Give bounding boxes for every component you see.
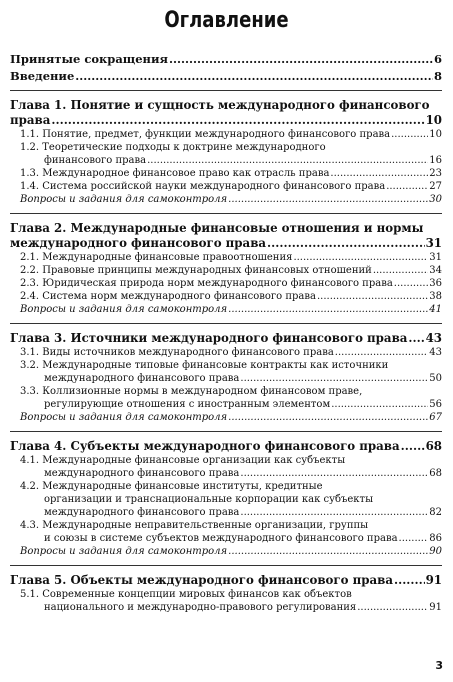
section-text-line[interactable] <box>10 398 442 411</box>
toc-entry-page: 6 <box>433 52 442 66</box>
dot-leader <box>357 601 428 614</box>
divider <box>10 323 442 324</box>
section-entry[interactable] <box>10 180 442 193</box>
toc-entry-page: 30 <box>429 194 442 205</box>
toc-entry-label: 3.1. Виды источников международного финансового права <box>20 347 334 358</box>
toc-entry-page: 43 <box>425 331 442 345</box>
toc-entry-label: Глава 4. Субъекты международного финансового права <box>10 439 400 453</box>
section-text-line[interactable] <box>10 154 442 167</box>
toc-entry-page: 27 <box>429 181 442 192</box>
toc-entry-label: национального и международно-правового регулирования <box>44 602 357 613</box>
section-text-line[interactable] <box>10 372 442 385</box>
chapter-heading[interactable] <box>10 439 442 454</box>
toc-entry-label: Принятые сокращения <box>10 52 168 66</box>
toc-entry-label: Вопросы и задания для самоконтроля <box>20 546 228 557</box>
toc-entry-label: права <box>10 113 51 127</box>
chapter-heading[interactable] <box>10 98 442 128</box>
dot-leader <box>75 69 433 83</box>
toc-entry-page: 10 <box>429 129 442 140</box>
chapter-title-line: Глава 2. Международные финансовые отношения и нормы <box>10 221 424 235</box>
review-questions-entry[interactable] <box>10 545 442 558</box>
front-matter <box>10 52 442 83</box>
section-entry[interactable] <box>10 128 442 141</box>
section-text-line[interactable] <box>10 277 442 290</box>
section-text-line[interactable] <box>10 264 442 277</box>
dot-leader <box>394 573 425 588</box>
section-entry[interactable] <box>10 167 442 180</box>
toc-entry-label: 2.1. Международные финансовые правоотношения <box>20 252 293 263</box>
dot-leader <box>331 398 428 411</box>
toc-entry-page: 16 <box>429 155 442 166</box>
toc-entry-label: Вопросы и задания для самоконтроля <box>20 194 228 205</box>
section-text-line[interactable] <box>10 251 442 264</box>
chapter-title-line[interactable] <box>10 331 442 346</box>
dot-leader <box>228 193 428 206</box>
chapter-title-line[interactable] <box>10 573 442 588</box>
chapter-block <box>10 573 442 614</box>
chapter-title-line[interactable] <box>10 113 442 128</box>
chapter-block <box>10 439 442 558</box>
section-text-line: 5.1. Современные концепции мировых финансов как объектов <box>20 589 352 600</box>
section-text-line[interactable] <box>10 128 442 141</box>
toc-entry-page: 90 <box>429 546 442 557</box>
divider <box>10 90 442 91</box>
toc-entry-label: 1.4. Система российской науки международного финансового права <box>20 181 386 192</box>
dot-leader <box>373 264 428 277</box>
review-questions-entry[interactable] <box>10 411 442 424</box>
toc-entry-label: Глава 5. Объекты международного финансового права <box>10 573 393 587</box>
section-entry[interactable] <box>10 588 442 614</box>
toc-entry-page: 86 <box>429 533 442 544</box>
dot-leader <box>386 180 428 193</box>
section-text-line[interactable] <box>10 545 442 558</box>
dot-leader <box>317 290 428 303</box>
dot-leader <box>330 167 428 180</box>
toc-entry-label: 2.3. Юридическая природа норм международного финансового права <box>20 278 393 289</box>
toc-entry-page: 23 <box>429 168 442 179</box>
chapter-block <box>10 331 442 424</box>
section-text-line: 3.3. Коллизионные нормы в международном финансовом праве, <box>20 386 363 397</box>
toc-entry-abbreviations[interactable] <box>10 52 442 66</box>
toc-entry-label: 1.3. Международное финансовое право как отрасль права <box>20 168 330 179</box>
section-entry[interactable] <box>10 251 442 264</box>
toc-entry-page: 82 <box>429 507 442 518</box>
section-text-line: 1.2. Теоретические подходы к доктрине международного <box>20 142 326 153</box>
section-entry[interactable] <box>10 385 442 411</box>
toc-entry-page: 91 <box>429 602 442 613</box>
chapter-title-line[interactable] <box>10 236 442 251</box>
toc-entry-label: международного финансового права <box>44 373 240 384</box>
toc-entry-page: 91 <box>425 573 442 587</box>
dot-leader <box>51 113 424 128</box>
dot-leader <box>293 251 428 264</box>
toc-entry-introduction[interactable] <box>10 69 442 83</box>
toc-entry-label: и союзы в системе субъектов международного финансового права <box>44 533 398 544</box>
dot-leader <box>228 411 428 424</box>
toc-entry-page: 56 <box>429 399 442 410</box>
section-entry[interactable] <box>10 480 442 519</box>
section-text-line[interactable] <box>10 532 442 545</box>
dot-leader <box>240 372 428 385</box>
toc-entry-page: 41 <box>429 304 442 315</box>
review-questions-entry[interactable] <box>10 193 442 206</box>
toc-entry-label: 2.2. Правовые принципы международных финансовых отношений <box>20 265 372 276</box>
toc-entry-label: международного финансового права <box>44 468 240 479</box>
toc-entry-page: 34 <box>429 265 442 276</box>
toc-entry-page: 31 <box>425 236 442 250</box>
section-entry[interactable] <box>10 454 442 480</box>
dot-leader <box>399 532 429 545</box>
toc-entry-label: финансового права <box>44 155 147 166</box>
divider <box>10 213 442 214</box>
section-text-line[interactable] <box>10 506 442 519</box>
toc-entry-page: 10 <box>425 113 442 127</box>
dot-leader <box>147 154 428 167</box>
section-text-line[interactable] <box>10 303 442 316</box>
toc-entry-label: Вопросы и задания для самоконтроля <box>20 412 228 423</box>
section-text-line: 4.2. Международные финансовые институты, кредитные <box>20 481 323 492</box>
section-text-line: 4.3. Международные неправительственные организации, группы <box>20 520 369 531</box>
toc-entry-page: 67 <box>429 412 442 423</box>
dot-leader <box>391 128 428 141</box>
toc-entry-page: 36 <box>429 278 442 289</box>
section-text-line[interactable] <box>10 180 442 193</box>
chapter-list <box>10 98 442 614</box>
section-entry[interactable] <box>10 346 442 359</box>
section-entry[interactable] <box>10 277 442 290</box>
divider <box>10 565 442 566</box>
toc-entry-label: международного финансового права <box>44 507 240 518</box>
toc-entry-label: Введение <box>10 69 75 83</box>
chapter-block <box>10 221 442 316</box>
section-text-line[interactable] <box>10 467 442 480</box>
toc-entry-label: Вопросы и задания для самоконтроля <box>20 304 228 315</box>
toc-entry-page: 68 <box>429 468 442 479</box>
toc-entry-page: 68 <box>425 439 442 453</box>
section-entry[interactable] <box>10 290 442 303</box>
section-text-line[interactable] <box>10 346 442 359</box>
chapter-heading[interactable] <box>10 221 442 251</box>
section-text-line: организации и транснациональные корпорации как субъекты <box>44 494 374 505</box>
chapter-block <box>10 98 442 206</box>
toc-entry-label: международного финансового права <box>10 236 267 250</box>
section-text-line: 3.2. Международные типовые финансовые контракты как источники <box>20 360 389 371</box>
toc-entry-page: 8 <box>433 69 442 83</box>
toc-entry-label: регулирующие отношения с иностранным элементом <box>44 399 331 410</box>
chapter-title-line[interactable] <box>10 439 442 454</box>
dot-leader <box>228 545 428 558</box>
dot-leader <box>240 506 428 519</box>
review-questions-entry[interactable] <box>10 303 442 316</box>
toc-entry-page: 31 <box>429 252 442 263</box>
toc-entry-page: 38 <box>429 291 442 302</box>
dot-leader <box>401 439 425 454</box>
section-text-line[interactable] <box>10 601 442 614</box>
section-entry[interactable] <box>10 264 442 277</box>
dot-leader <box>240 467 428 480</box>
dot-leader <box>228 303 428 316</box>
chapter-heading[interactable] <box>10 573 442 588</box>
section-entry[interactable] <box>10 359 442 385</box>
dot-leader <box>267 236 425 251</box>
chapter-heading[interactable] <box>10 331 442 346</box>
table-of-contents <box>10 52 442 614</box>
section-text-line[interactable] <box>10 193 442 206</box>
section-entry[interactable] <box>10 519 442 545</box>
divider <box>10 431 442 432</box>
section-text-line: 4.1. Международные финансовые организации как субъекты <box>20 455 346 466</box>
toc-entry-label: 2.4. Система норм международного финансового права <box>20 291 316 302</box>
page-title: Оглавление <box>164 8 289 33</box>
toc-entry-page: 50 <box>429 373 442 384</box>
toc-entry-label: Глава 3. Источники международного финансового права <box>10 331 408 345</box>
toc-entry-label: 1.1. Понятие, предмет, функции международного финансового права <box>20 129 391 140</box>
toc-entry-page: 43 <box>429 347 442 358</box>
section-entry[interactable] <box>10 141 442 167</box>
section-text-line[interactable] <box>10 167 442 180</box>
dot-leader <box>335 346 428 359</box>
chapter-title-line: Глава 1. Понятие и сущность международного финансового <box>10 98 430 112</box>
section-text-line[interactable] <box>10 411 442 424</box>
dot-leader <box>408 331 424 346</box>
dot-leader <box>169 52 433 66</box>
page-number: 3 <box>435 659 443 672</box>
dot-leader <box>394 277 428 290</box>
section-text-line[interactable] <box>10 290 442 303</box>
